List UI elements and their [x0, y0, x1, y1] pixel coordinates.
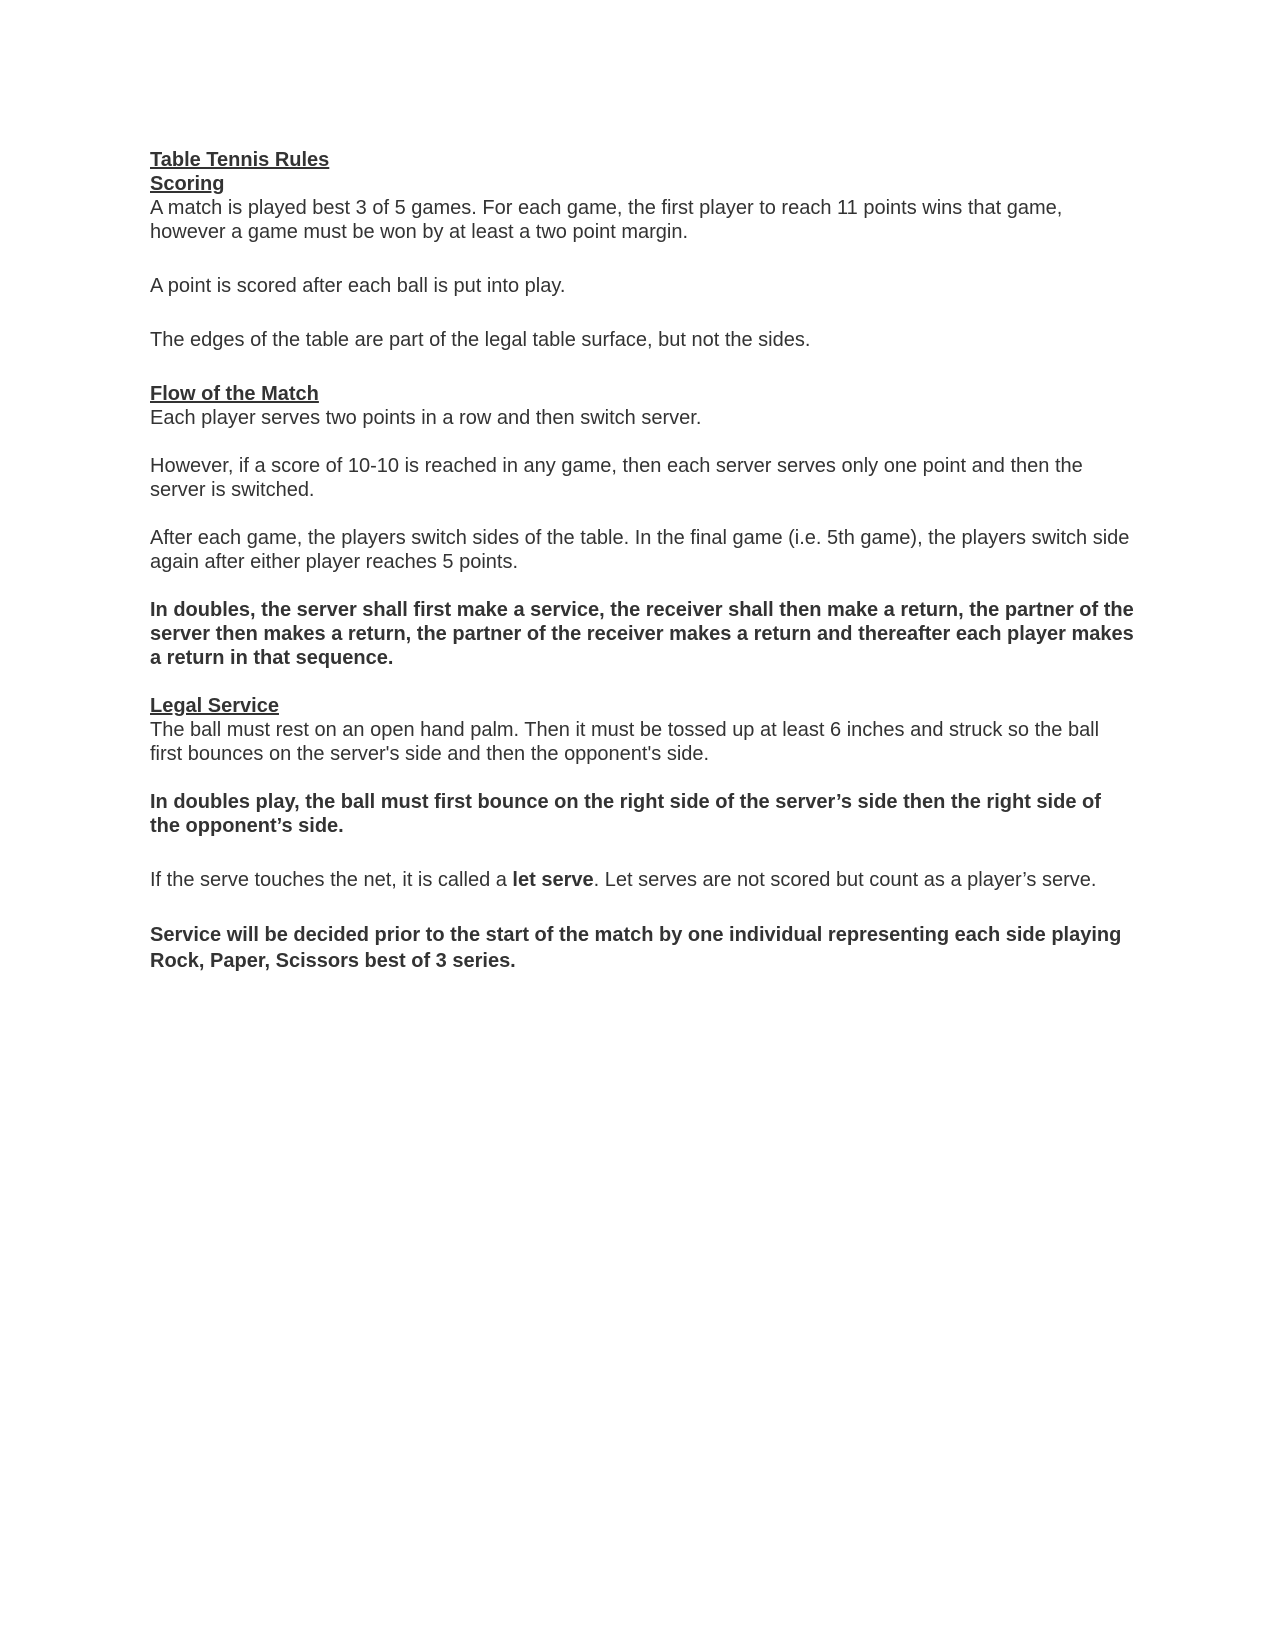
scoring-paragraph-3: The edges of the table are part of the legal table surface, but not the sides.	[150, 329, 811, 351]
service-paragraph-rock-paper-scissors: Service will be decided prior to the start of the match by one individual representing each side playing Rock, Paper, Scissors best of 3 series.	[150, 924, 1122, 972]
flow-paragraph-1: Each player serves two points in a row and then switch server.	[150, 407, 702, 429]
section-heading-scoring: Scoring	[150, 173, 225, 195]
service-paragraph-1: The ball must rest on an open hand palm. Then it must be tossed up at least 6 inches and struck so the ball first bounces on the server's side and then the opponent's side.	[150, 719, 1100, 765]
flow-paragraph-doubles: In doubles, the server shall first make a service, the receiver shall then make a return, the partner of the server then makes a return, the partner of the receiver makes a return and thereafter each player makes a return in that sequence.	[150, 599, 1134, 669]
let-serve-text-before: If the serve touches the net, it is called a	[150, 869, 513, 891]
let-serve-term: let serve	[512, 869, 594, 891]
section-heading-legal-service: Legal Service	[150, 695, 279, 717]
scoring-paragraph-1: A match is played best 3 of 5 games. For each game, the first player to reach 11 points wins that game, however a game must be won by at least a two point margin.	[150, 197, 1063, 243]
document-page	[150, 148, 1135, 974]
scoring-paragraph-2: A point is scored after each ball is put into play.	[150, 275, 566, 297]
service-paragraph-doubles: In doubles play, the ball must first bounce on the right side of the server’s side then the right side of the opponent’s side.	[150, 791, 1101, 837]
flow-paragraph-3: After each game, the players switch sides of the table. In the final game (i.e. 5th game), the players switch side again after either player reaches 5 points.	[150, 527, 1130, 573]
document-title: Table Tennis Rules	[150, 149, 330, 171]
section-heading-flow: Flow of the Match	[150, 383, 319, 405]
service-paragraph-let-serve	[150, 868, 1135, 892]
let-serve-text-after: . Let serves are not scored but count as a player’s serve.	[593, 869, 1097, 891]
flow-paragraph-2: However, if a score of 10-10 is reached in any game, then each server serves only one point and then the server is switched.	[150, 455, 1083, 501]
